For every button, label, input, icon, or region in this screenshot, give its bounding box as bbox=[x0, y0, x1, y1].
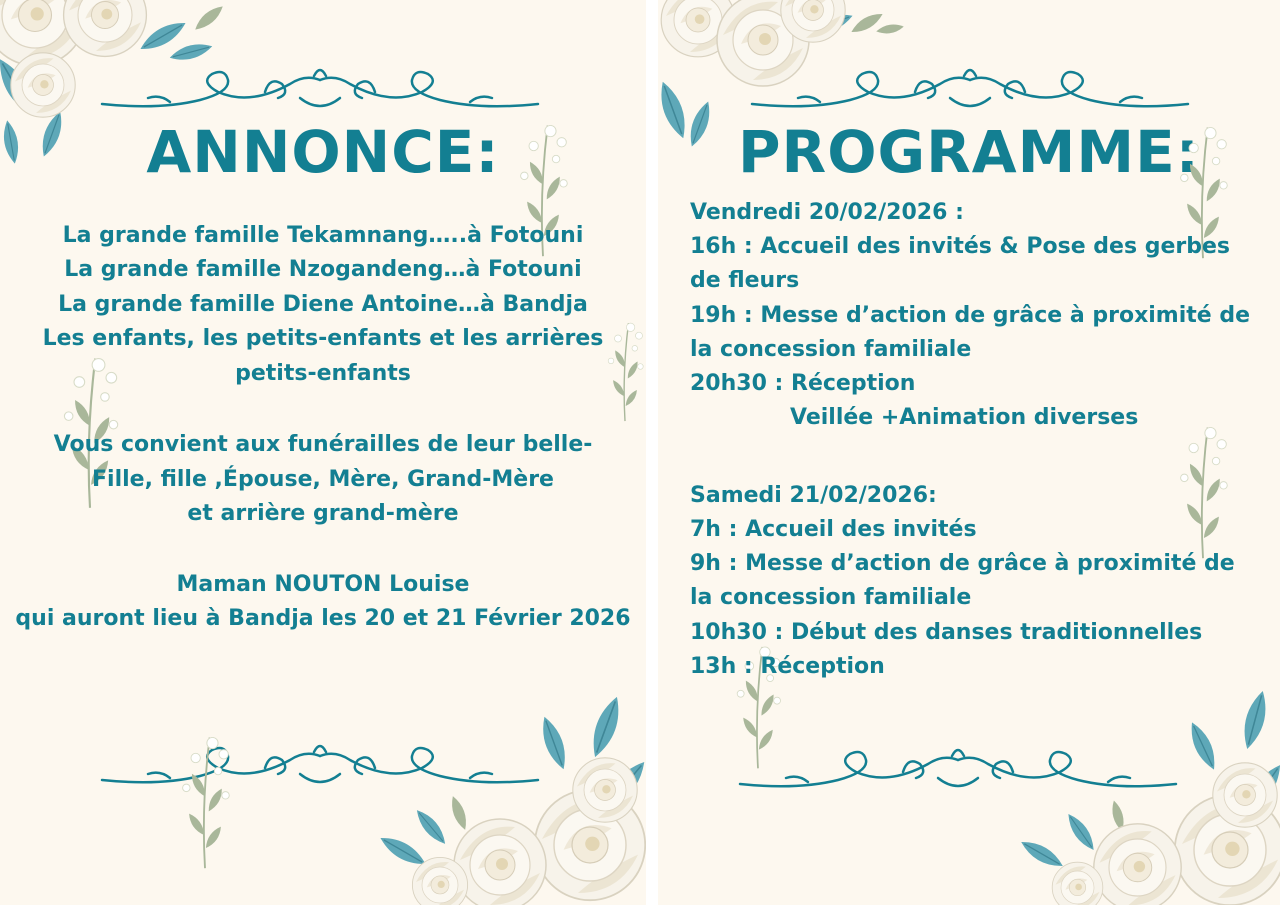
schedule-line: 7h : Accueil des invités bbox=[690, 517, 977, 542]
schedule-line: la concession familiale bbox=[690, 585, 972, 610]
day1-label: Vendredi 20/02/2026 : bbox=[690, 200, 964, 225]
deceased-name: Maman NOUTON Louise bbox=[176, 572, 470, 597]
invitation-line: et arrière grand-mère bbox=[187, 501, 459, 526]
schedule-line: de fleurs bbox=[690, 268, 800, 293]
programme-title: PROGRAMME: bbox=[738, 118, 1200, 186]
schedule-line: 10h30 : Début des danses traditionnelles bbox=[690, 620, 1203, 645]
top-flourish-right bbox=[750, 64, 1190, 124]
invitation-line: Fille, fille ,Épouse, Mère, Grand-Mère bbox=[92, 467, 554, 492]
panel-gap bbox=[646, 0, 658, 905]
top-flourish-left bbox=[100, 64, 540, 124]
schedule-line: 16h : Accueil des invités & Pose des gerbes bbox=[690, 234, 1230, 259]
programme-panel bbox=[658, 0, 1280, 905]
schedule-line: 13h : Réception bbox=[690, 654, 885, 679]
invitation-line: Vous convient aux funérailles de leur belle- bbox=[53, 432, 593, 457]
family-line: Les enfants, les petits-enfants et les arrières bbox=[42, 326, 604, 351]
schedule-line: 9h : Messe d’action de grâce à proximité de bbox=[690, 551, 1235, 576]
family-line: petits-enfants bbox=[235, 361, 411, 386]
family-line: La grande famille Tekamnang…..à Fotouni bbox=[62, 223, 584, 248]
family-line: La grande famille Diene Antoine…à Bandja bbox=[58, 292, 588, 317]
annonce-title: ANNONCE: bbox=[146, 118, 500, 186]
schedule-line-indented: Veillée +Animation diverses bbox=[790, 405, 1139, 430]
schedule-line: la concession familiale bbox=[690, 337, 972, 362]
sprig-decoration bbox=[150, 730, 260, 870]
floral-bottom-right-decoration bbox=[380, 695, 646, 905]
event-info: qui auront lieu à Bandja les 20 et 21 Février 2026 bbox=[15, 606, 631, 631]
day2-label: Samedi 21/02/2026: bbox=[690, 483, 937, 508]
schedule-line: 19h : Messe d’action de grâce à proximité de bbox=[690, 303, 1251, 328]
floral-bottom-right-decoration bbox=[1010, 690, 1280, 905]
schedule-line: 20h30 : Réception bbox=[690, 371, 916, 396]
family-line: La grande famille Nzogandeng…à Fotouni bbox=[64, 257, 582, 282]
